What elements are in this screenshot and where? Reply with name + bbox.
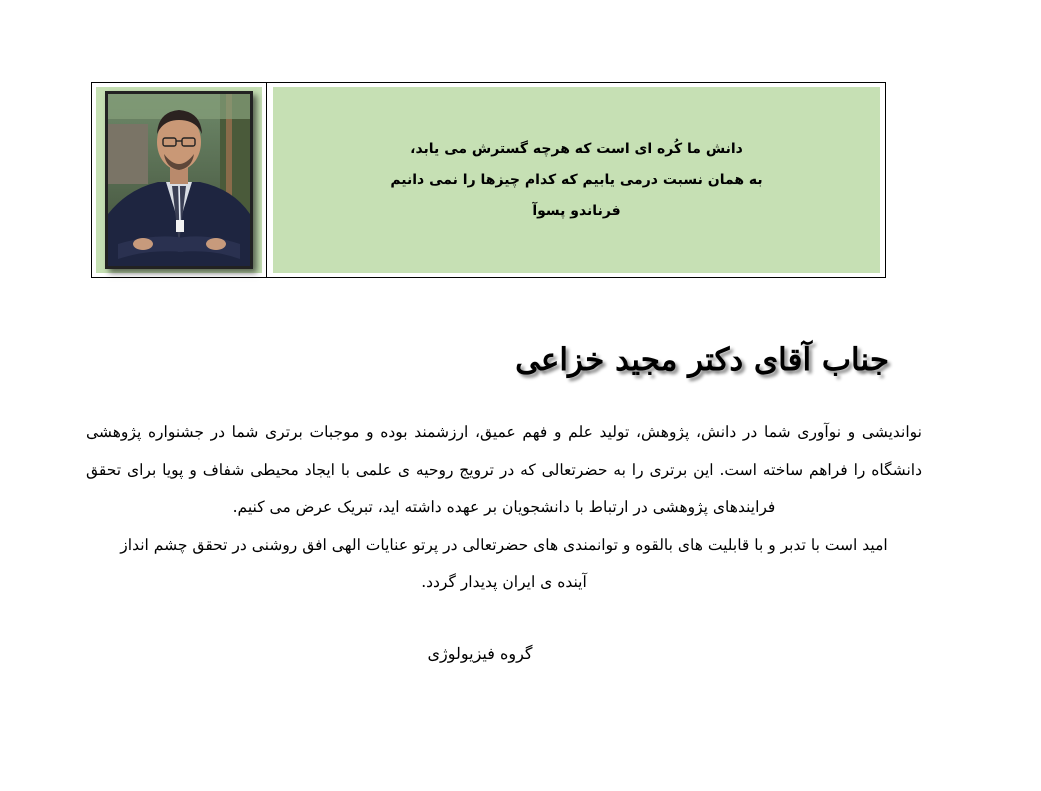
quote-author: فرناندو پسوآ <box>532 202 621 219</box>
photo-background <box>96 87 262 273</box>
body-line-3: فرایندهای پژوهشی در ارتباط با دانشجویان بر عهده داشته اید، تبریک عرض می کنیم. <box>232 498 776 516</box>
body-line-1: نواندیشی و نوآوری شما در دانش، پژوهش، تولید علم و فهم عمیق، ارزشمند بوده و موجبات برتری شما در جشنواره پژوهشی <box>86 423 922 441</box>
body-line-2: دانشگاه را فراهم ساخته است. این برتری را به حضرتعالی که در ترویج روحیه ی علمی با ایجاد محیطی شفاف و پویا برای تحقق <box>86 460 922 479</box>
portrait-photo <box>105 91 253 269</box>
portrait-illustration <box>108 94 250 266</box>
body-text <box>86 414 922 602</box>
signature: گروه فیزیولوژی <box>427 644 533 663</box>
body-line-5: آینده ی ایران پدیدار گردد. <box>421 573 587 591</box>
header-table <box>91 82 886 278</box>
quote-line-1: دانش ما کُره ای است که هرچه گسترش می یابد، <box>410 140 743 157</box>
quote-line-2: به همان نسبت درمی یابیم که کدام چیزها را نمی دانیم <box>390 171 763 188</box>
honoree-title: جناب آقای دکتر مجید خزاعی <box>515 342 889 378</box>
quote-panel <box>273 87 880 273</box>
body-line-4: امید است با تدبر و با قابلیت های بالقوه و توانمندی های حضرتعالی در پرتو عنایات الهی افق روشنی در تحقق چشم انداز <box>120 535 888 554</box>
quote-cell <box>267 83 885 277</box>
photo-cell <box>92 83 267 277</box>
